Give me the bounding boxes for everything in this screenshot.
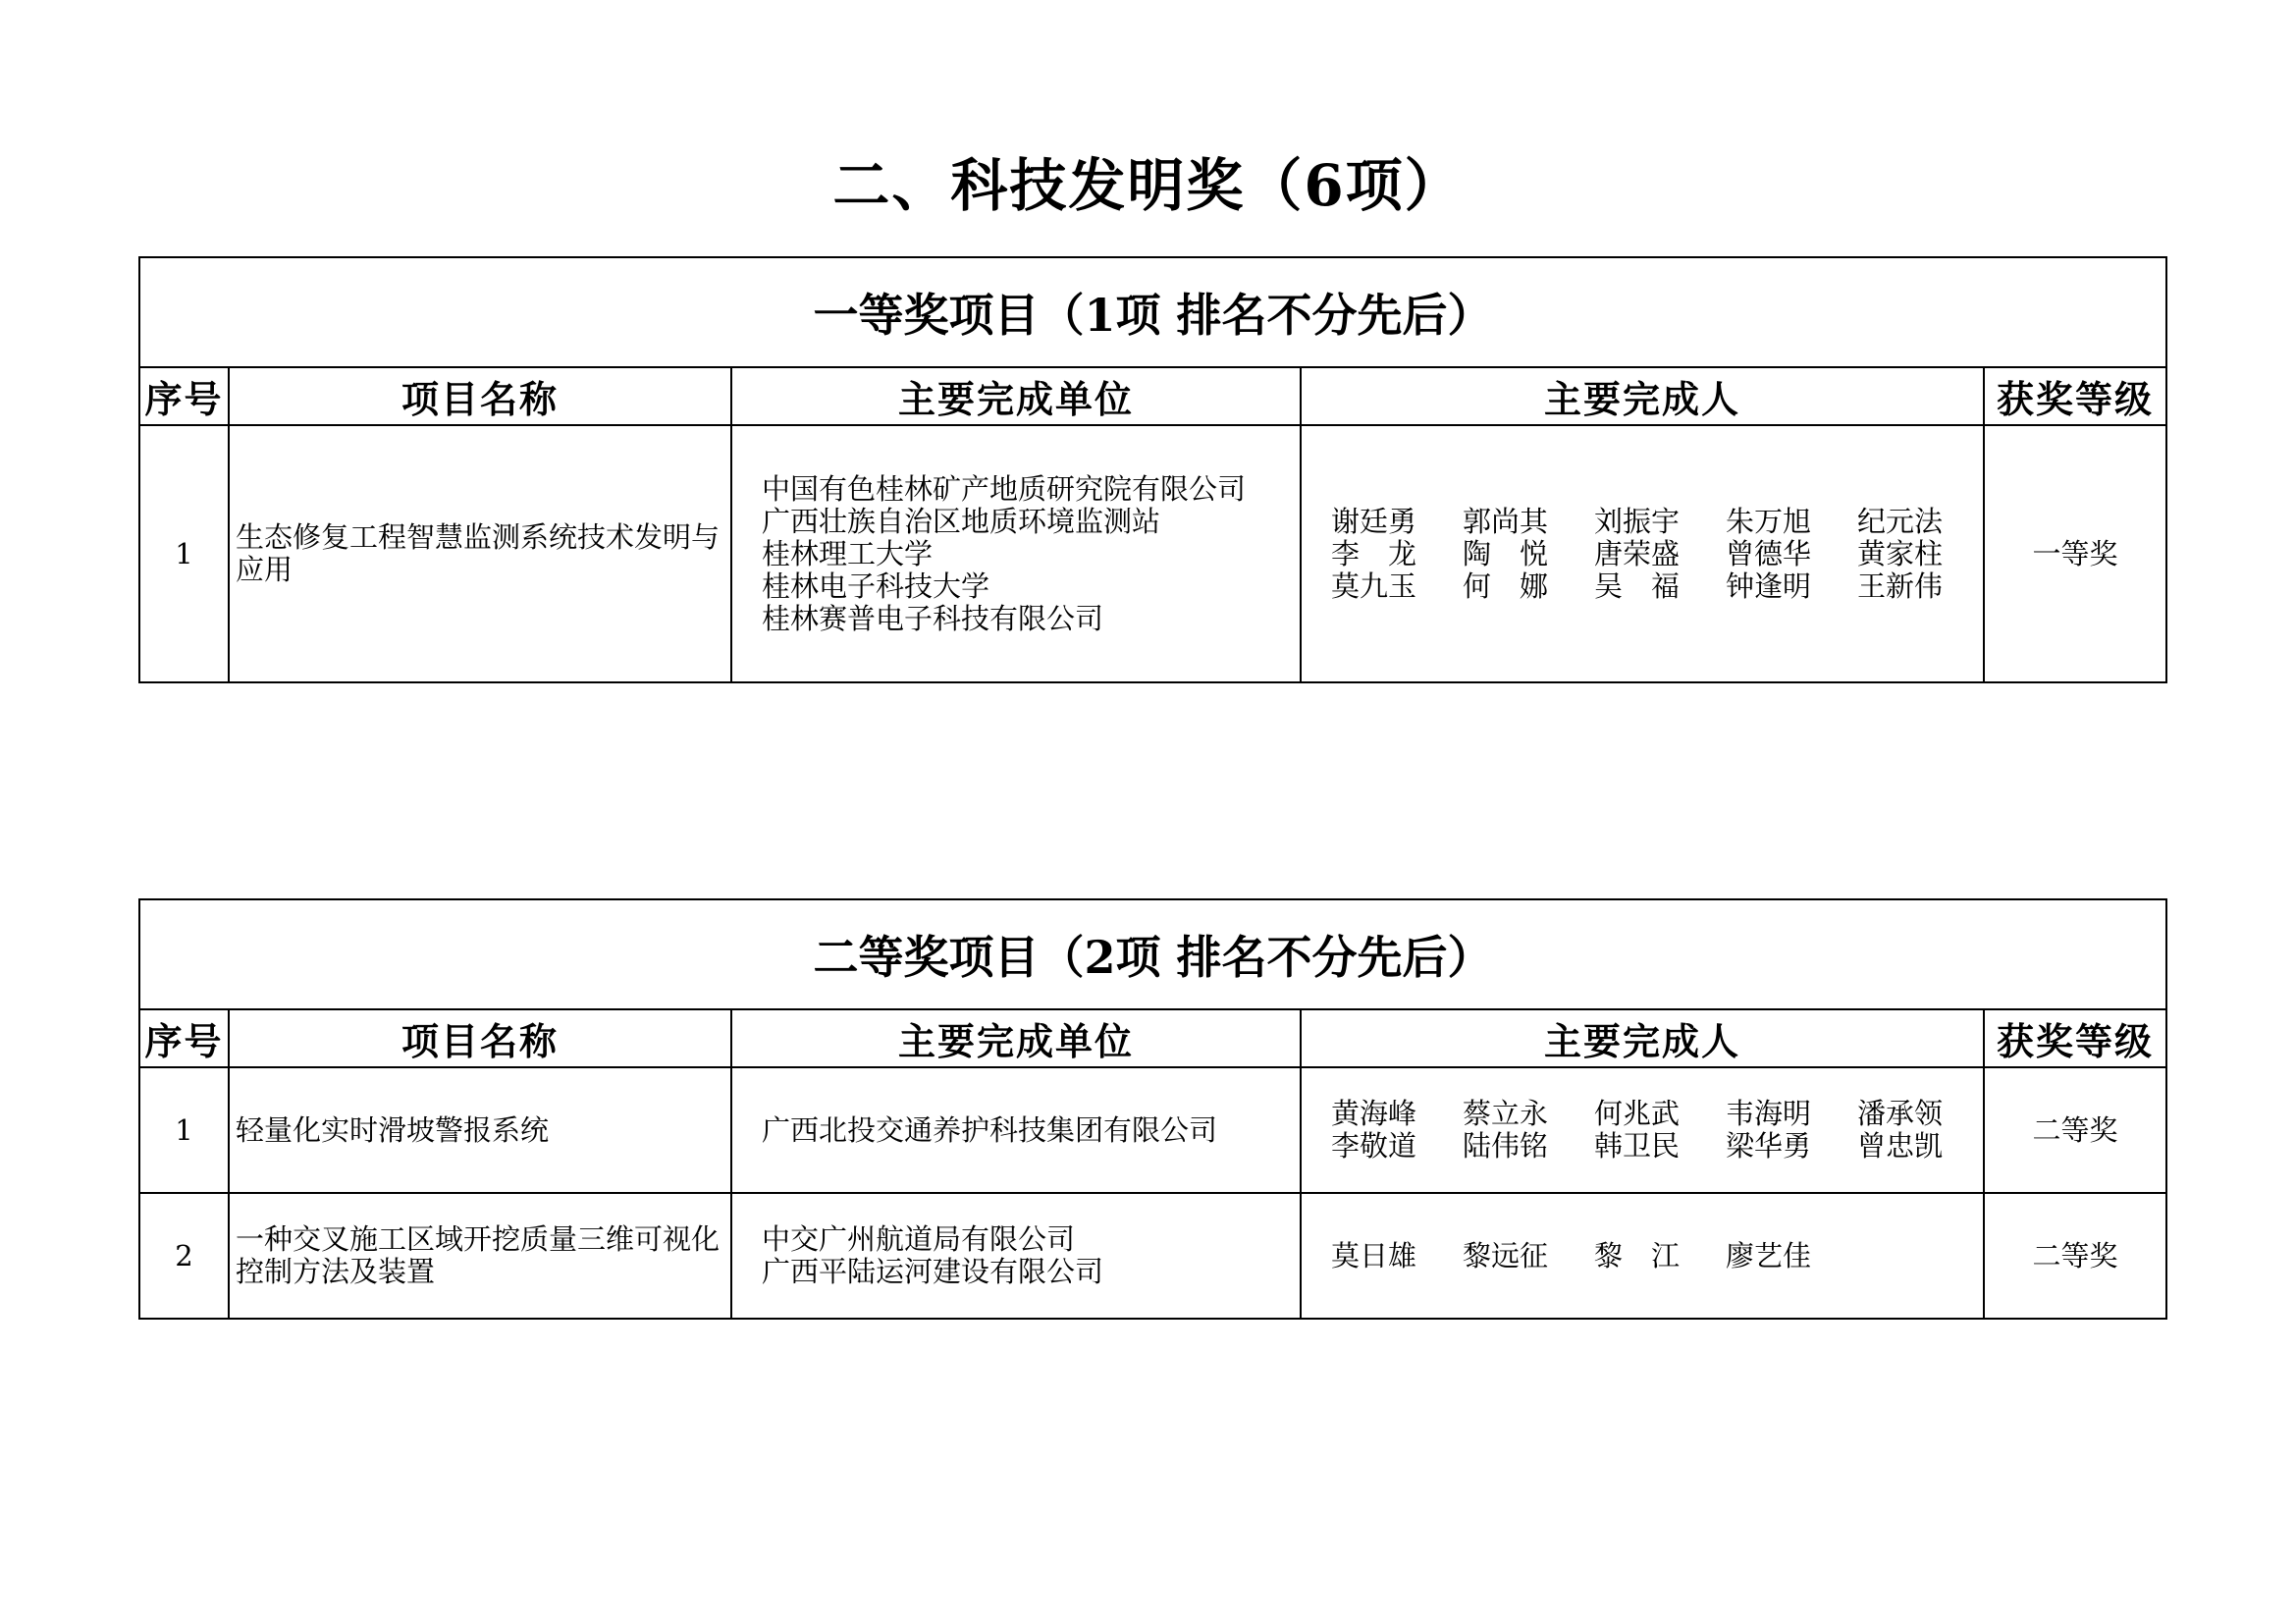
award-level: 二等奖 bbox=[1984, 1067, 2166, 1193]
completion-units bbox=[731, 1193, 1301, 1319]
person-name: 郭尚其 bbox=[1463, 504, 1549, 538]
person-name: 王新伟 bbox=[1857, 568, 1944, 603]
unit-line: 广西平陆运河建设有限公司 bbox=[762, 1255, 1104, 1288]
completion-units bbox=[731, 1067, 1301, 1193]
col-header-level: 获奖等级 bbox=[1984, 367, 2166, 425]
people-row bbox=[1331, 570, 1983, 603]
people-row bbox=[1331, 1240, 1983, 1272]
person-name: 廖艺佳 bbox=[1726, 1238, 1812, 1272]
section-title: 一等奖项目（1项 排名不分先后） bbox=[139, 257, 2166, 367]
table-row bbox=[139, 425, 2166, 682]
person-name: 纪元法 bbox=[1857, 504, 1944, 538]
person-name: 蔡立永 bbox=[1463, 1097, 1549, 1130]
person-name: 黄家柱 bbox=[1857, 536, 1944, 570]
people-row bbox=[1331, 1130, 1983, 1163]
person-name: 吴 福 bbox=[1594, 568, 1681, 603]
section-title: 二等奖项目（2项 排名不分先后） bbox=[139, 899, 2166, 1009]
col-header-unit: 主要完成单位 bbox=[731, 367, 1301, 425]
person-name: 唐荣盛 bbox=[1594, 536, 1681, 570]
person-name: 何 娜 bbox=[1463, 568, 1549, 603]
person-name: 黄海峰 bbox=[1331, 1097, 1417, 1130]
people-list bbox=[1331, 1240, 1983, 1272]
col-header-name: 项目名称 bbox=[229, 1009, 731, 1067]
person-name: 何兆武 bbox=[1594, 1097, 1681, 1130]
unit-line: 桂林赛普电子科技有限公司 bbox=[762, 601, 1104, 635]
person-name: 莫日雄 bbox=[1331, 1238, 1417, 1272]
col-header-name: 项目名称 bbox=[229, 367, 731, 425]
col-header-people: 主要完成人 bbox=[1301, 367, 1984, 425]
col-header-level: 获奖等级 bbox=[1984, 1009, 2166, 1067]
person-name: 曾忠凯 bbox=[1857, 1129, 1944, 1163]
table-row bbox=[139, 1193, 2166, 1319]
person-name: 梁华勇 bbox=[1726, 1129, 1812, 1163]
people-row bbox=[1331, 506, 1983, 538]
award-level: 一等奖 bbox=[1984, 425, 2166, 682]
unit-line: 桂林电子科技大学 bbox=[762, 568, 990, 603]
row-number: 1 bbox=[139, 1067, 229, 1193]
person-name: 刘振宇 bbox=[1594, 504, 1681, 538]
first-prize-table bbox=[138, 256, 2167, 683]
unit-line: 广西北投交通养护科技集团有限公司 bbox=[762, 1112, 1218, 1147]
row-number: 2 bbox=[139, 1193, 229, 1319]
project-name: 生态修复工程智慧监测系统技术发明与应用 bbox=[229, 425, 731, 682]
unit-line: 广西壮族自治区地质环境监测站 bbox=[762, 504, 1161, 538]
col-header-no: 序号 bbox=[139, 367, 229, 425]
award-level: 二等奖 bbox=[1984, 1193, 2166, 1319]
people-row bbox=[1331, 1098, 1983, 1130]
person-name: 韦海明 bbox=[1726, 1097, 1812, 1130]
person-name: 莫九玉 bbox=[1331, 568, 1417, 603]
col-header-unit: 主要完成单位 bbox=[731, 1009, 1301, 1067]
table-row bbox=[139, 1067, 2166, 1193]
second-prize-table bbox=[138, 898, 2167, 1320]
unit-line: 中国有色桂林矿产地质研究院有限公司 bbox=[762, 471, 1247, 506]
person-name: 黎 江 bbox=[1594, 1238, 1681, 1272]
person-name: 黎远征 bbox=[1463, 1238, 1549, 1272]
person-name: 曾德华 bbox=[1726, 536, 1812, 570]
person-name: 陆伟铭 bbox=[1463, 1129, 1549, 1163]
person-name: 朱万旭 bbox=[1726, 504, 1812, 538]
person-name: 谢廷勇 bbox=[1331, 504, 1417, 538]
person-name: 潘承领 bbox=[1857, 1097, 1944, 1130]
person-name: 钟逢明 bbox=[1726, 568, 1812, 603]
person-name: 李 龙 bbox=[1331, 536, 1417, 570]
completion-units bbox=[731, 425, 1301, 682]
completion-people bbox=[1301, 425, 1984, 682]
col-header-no: 序号 bbox=[139, 1009, 229, 1067]
person-name: 陶 悦 bbox=[1463, 536, 1549, 570]
completion-people bbox=[1301, 1193, 1984, 1319]
people-list bbox=[1331, 1098, 1983, 1163]
page-title: 二、科技发明奖（6项） bbox=[832, 152, 1464, 219]
person-name: 韩卫民 bbox=[1594, 1129, 1681, 1163]
people-row bbox=[1331, 538, 1983, 570]
unit-line: 中交广州航道局有限公司 bbox=[762, 1222, 1076, 1256]
unit-line: 桂林理工大学 bbox=[762, 536, 934, 570]
people-list bbox=[1331, 506, 1983, 603]
project-name: 轻量化实时滑坡警报系统 bbox=[229, 1067, 731, 1193]
project-name: 一种交叉施工区域开挖质量三维可视化控制方法及装置 bbox=[229, 1193, 731, 1319]
completion-people bbox=[1301, 1067, 1984, 1193]
col-header-people: 主要完成人 bbox=[1301, 1009, 1984, 1067]
row-number: 1 bbox=[139, 425, 229, 682]
person-name: 李敬道 bbox=[1331, 1129, 1417, 1163]
